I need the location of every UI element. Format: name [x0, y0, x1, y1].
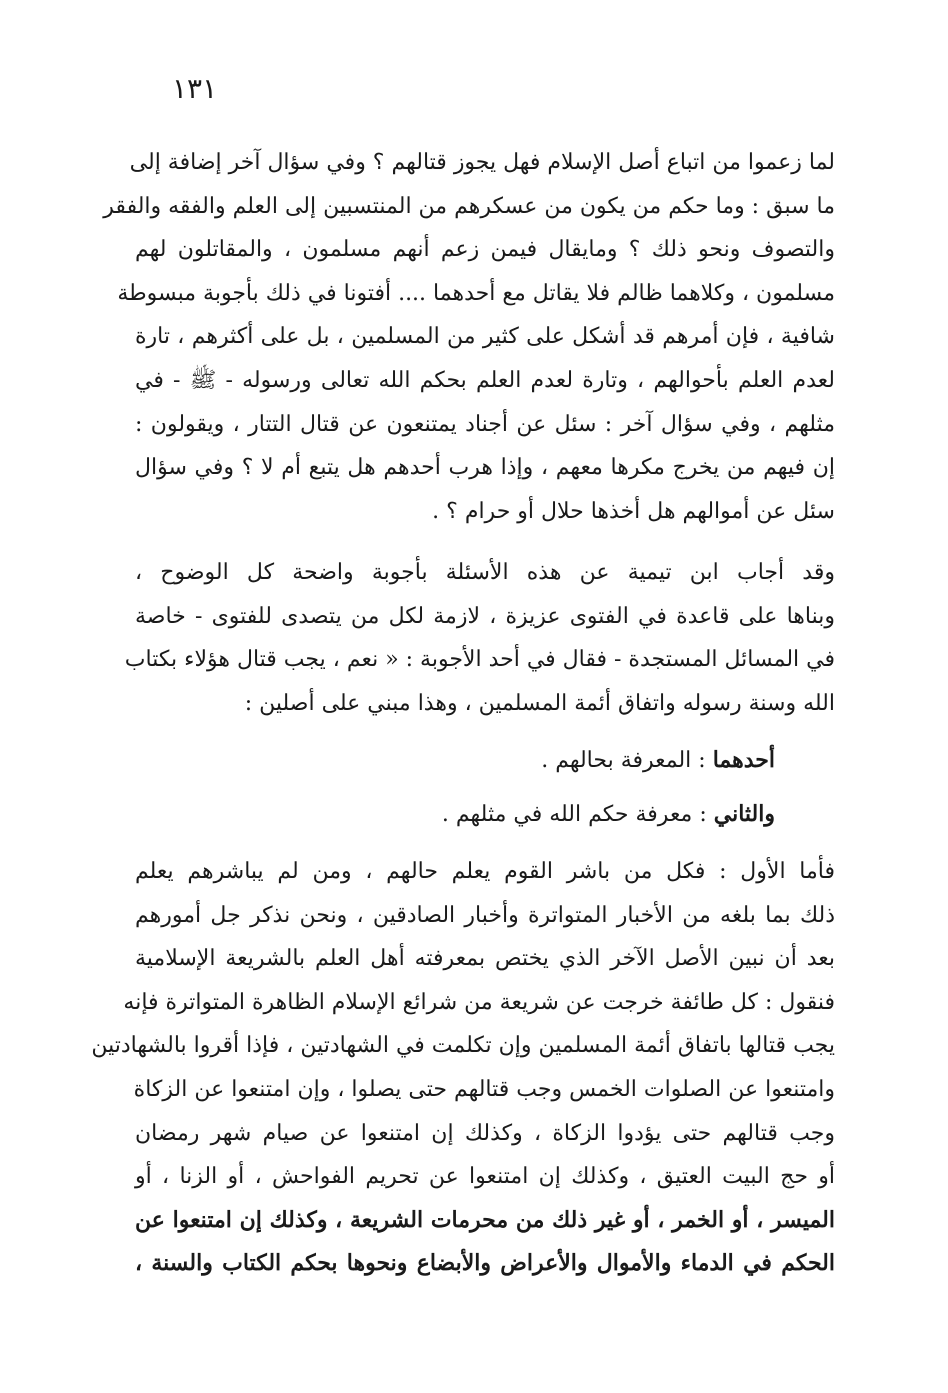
text-line: مسلمون ، وكلاهما ظالم فلا يقاتل مع أحدهما .... أفتونا في ذلك بأجوبة مبسوطة — [117, 280, 835, 306]
text-line: ما سبق : وما حكم من يكون من عسكرهم من المنتسبين إلى العلم والفقه والفقر — [103, 193, 835, 219]
text-line: فنقول : كل طائفة خرجت عن شريعة من شرائع الإسلام الظاهرة المتواترة فإنه — [123, 989, 835, 1015]
text-line: يجب قتالها باتفاق أئمة المسلمين وإن تكلمت في الشهادتين ، فإذا أقروا بالشهادتين — [91, 1033, 835, 1059]
point-second — [135, 792, 835, 836]
text-line: والتصوف ونحو ذلك ؟ ومايقال فيمن زعم أنهم مسلمون ، والمقاتلون لهم — [135, 237, 835, 263]
point-label: أحدهما — [712, 747, 775, 773]
paragraph-1 — [103, 141, 835, 533]
point-text: : المعرفة بحالهم . — [541, 748, 713, 773]
text-line: فأما الأول : فكل من باشر القوم يعلم حالهم ، ومن لم يباشرهم يعلم — [135, 859, 835, 884]
point-label: والثاني — [713, 801, 775, 827]
text-line: مثلهم ، وفي سؤال آخر : سئل عن أجناد يمتنعون عن قتال التتار ، ويقولون : — [135, 411, 835, 437]
text-line: بعد أن نبين الأصل الآخر الذي يختص بمعرفته أهل العلم بالشريعة الإسلامية — [135, 946, 835, 972]
text-line: ذلك بما بلغه من الأخبار المتواترة وأخبار الصادقين ، ونحن نذكر جل أمورهم — [135, 902, 835, 928]
page-number: ١٣١ — [172, 72, 218, 105]
text-line: في المسائل المستجدة - فقال في أحد الأجوبة : « نعم ، يجب قتال هؤلاء بكتاب — [124, 647, 835, 673]
paragraph-2 — [124, 551, 835, 725]
text-line: الميسر ، أو الخمر ، أو غير ذلك من محرمات الشريعة ، وكذلك إن امتنعوا عن — [135, 1206, 835, 1233]
point-first — [135, 738, 835, 782]
text-line: إن فيهم من يخرج مكرها معهم ، وإذا هرب أحدهم هل يتبع أم لا ؟ وفي سؤال — [135, 455, 835, 481]
text-line: لعدم العلم بأحوالهم ، وتارة لعدم العلم بحكم الله تعالى ورسوله - ﷺ - في — [135, 367, 835, 393]
text-line: لما زعموا من اتباع أصل الإسلام فهل يجوز قتالهم ؟ وفي سؤال آخر إضافة إلى — [129, 150, 835, 175]
text-line: وامتنعوا عن الصلوات الخمس وجب قتالهم حتى يصلوا ، وإن امتنعوا عن الزكاة — [133, 1076, 835, 1102]
text-line: سئل عن أموالهم هل أخذها حلال أو حرام ؟ . — [432, 498, 835, 524]
text-line: وبناها على قاعدة في الفتوى عزيزة ، لازمة لكل من يتصدى للفتوى - خاصة — [135, 603, 835, 629]
text-line: الله وسنة رسوله واتفاق أئمة المسلمين ، وهذا مبني على أصلين : — [244, 690, 835, 716]
text-line: الحكم في الدماء والأموال والأعراض والأبضاع ونحوها بحكم الكتاب والسنة ، — [135, 1250, 835, 1277]
text-line: وجب قتالهم حتى يؤدوا الزكاة ، وكذلك إن امتنعوا عن صيام شهر رمضان — [135, 1120, 835, 1146]
text-line: شافية ، فإن أمرهم قد أشكل على كثير من المسلمين ، بل على أكثرهم ، تارة — [135, 324, 835, 350]
text-line: وقد أجاب ابن تيمية عن هذه الأسئلة بأجوبة واضحة كل الوضوح ، — [135, 560, 835, 585]
paragraph-3 — [91, 850, 835, 1286]
point-text: : معرفة حكم الله في مثلهم . — [441, 802, 714, 827]
text-line: أو حج البيت العتيق ، وكذلك إن امتنعوا عن تحريم الفواحش ، أو الزنا ، أو — [135, 1164, 835, 1190]
